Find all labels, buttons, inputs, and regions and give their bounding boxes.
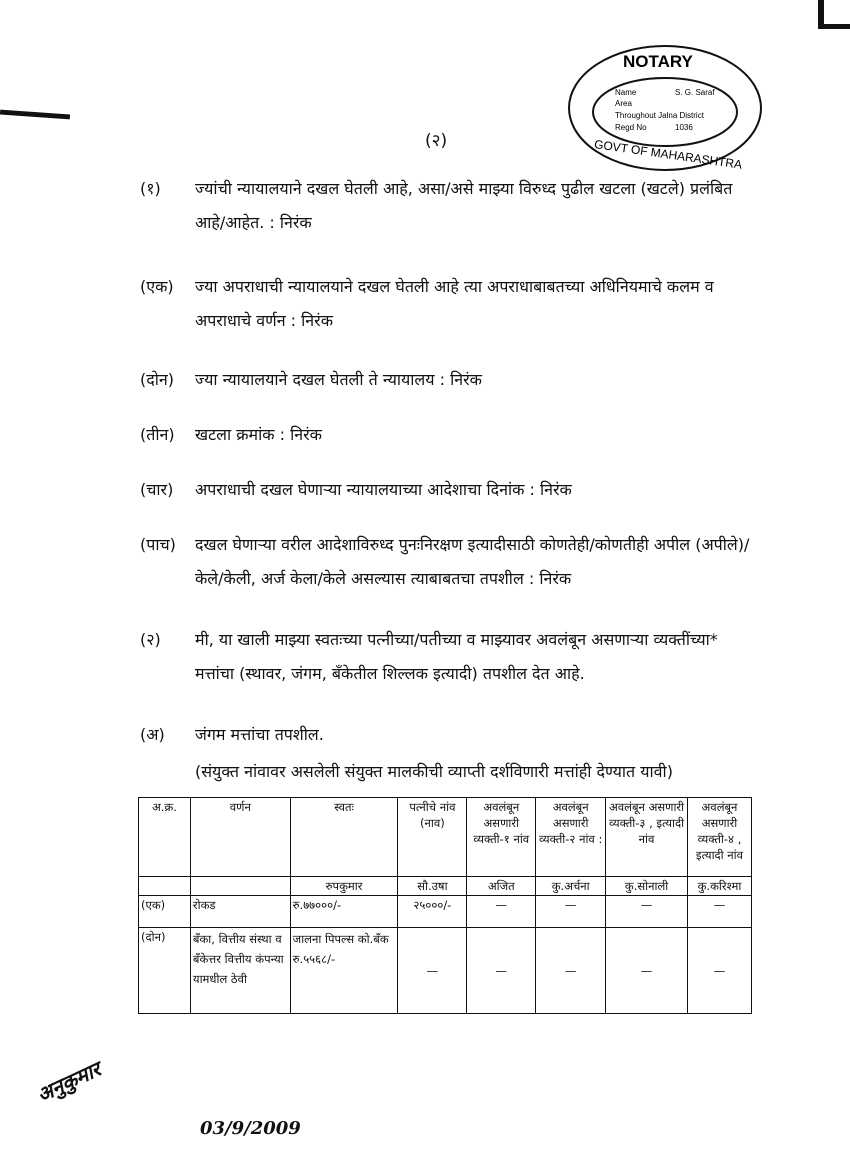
cell: रु.७७०००/- [290,896,398,928]
item-text: जंगम मत्तांचा तपशील. [195,725,324,744]
header-cell: पत्नीचे नांव (नाव) [398,798,467,877]
header-cell: स्वतः [290,798,398,877]
stamp-title: NOTARY [623,52,693,71]
name-cell [190,877,290,896]
cell: — [536,896,606,928]
item-text: मी, या खाली माझ्या स्वतःच्या पत्नीच्या/पतीच्या व माझ्यावर अवलंबून असणाऱ्या व्यक्तींच्या* मत्तांचा (स्थावर, जंगम, बँकेतील शिल्लक इत्यादी) तपशील देत आहे. [195,630,718,683]
scan-mark [818,24,850,29]
table-row [139,896,752,928]
stamp-regd-label: Regd No [615,123,647,132]
cell: बँका, वित्तीय संस्था व बँकेत्तर वित्तीय कंपन्या यामधील ठेवी [190,928,290,1014]
name-cell: अजित [467,877,536,896]
header-cell: अवलंबून असणारी व्यक्ती-४ , इत्यादी नांव [687,798,751,877]
cell: (दोन) [139,928,191,1014]
cell: जालना पिपल्स को.बँक रु.५५६८/- [290,928,398,1014]
notary-stamp [565,40,765,180]
cell: — [467,928,536,1014]
header-cell: अवलंबून असणारी व्यक्ती-२ नांव : [536,798,606,877]
table-header-row [139,798,752,877]
page-number: (२) [425,131,448,151]
cell: — [687,928,751,1014]
signature-left: अनुकुमार [33,1056,105,1107]
stamp-name-label: Name [615,88,637,97]
item-label: (चार) [140,480,174,499]
header-cell: अवलंबून असणारी व्यक्ती-१ नांव [467,798,536,877]
item-label: (दोन) [140,370,175,389]
table-row [139,928,752,1014]
item-label: (एक) [140,277,174,296]
stamp-name: S. G. Saraf [675,88,715,97]
item-label: (अ) [140,725,165,744]
subnote: (संयुक्त नांवावर असलेली संयुक्त मालकीची व्याप्ती दर्शविणारी मत्तांही देण्यात यावी) [195,762,673,781]
cell: — [536,928,606,1014]
item-label: (१) [140,179,161,198]
item-text: ज्या अपराधाची न्यायालयाने दखल घेतली आहे त्या अपराधाबाबतच्या अधिनियमाचे कलम व अपराधाचे वर्णन : निरंक [195,277,714,330]
item-label: (पाच) [140,535,176,554]
name-cell: कु.करिश्मा [687,877,751,896]
name-cell: रुपकुमार [290,877,398,896]
item-1 [140,172,760,240]
item-label: (२) [140,630,161,649]
stamp-regd: 1036 [675,123,693,132]
item-don [140,363,760,397]
cell: — [606,928,688,1014]
item-text: ज्यांची न्यायालयाने दखल घेतली आहे, असा/असे माझ्या विरुध्द पुढील खटला (खटले) प्रलंबित आहे/आहेत. : निरंक [195,179,733,232]
signature-bottom: 03/9/2009 [200,1118,301,1139]
header-cell: वर्णन [190,798,290,877]
item-2 [140,623,760,691]
item-text: अपराधाची दखल घेणाऱ्या न्यायालयाच्या आदेशाचा दिनांक : निरंक [195,480,572,499]
movable-assets-table [138,797,752,1014]
name-cell: कु.अर्चना [536,877,606,896]
name-cell: सौ.उषा [398,877,467,896]
header-cell: अवलंबून असणारी व्यक्ती-३ , इत्यादी नांव [606,798,688,877]
stamp-area: Throughout Jalna District [615,111,704,120]
item-char [140,473,760,507]
cell: (एक) [139,896,191,928]
cell: — [687,896,751,928]
cell: रोकड [190,896,290,928]
item-label: (तीन) [140,425,175,444]
stamp-govt: GOVT OF MAHARASHTRA [593,137,743,172]
item-a [140,718,760,752]
item-text: खटला क्रमांक : निरंक [195,425,322,444]
header-cell: अ.क्र. [139,798,191,877]
item-text: ज्या न्यायालयाने दखल घेतली ते न्यायालय : निरंक [195,370,482,389]
cell: — [398,928,467,1014]
item-pach [140,528,760,596]
cell: — [606,896,688,928]
name-cell: कु.सोनाली [606,877,688,896]
table-names-row [139,877,752,896]
item-ek [140,270,760,338]
cell: — [467,896,536,928]
stamp-area-label: Area [615,99,632,108]
cell: २५०००/- [398,896,467,928]
item-teen [140,418,760,452]
scan-mark [0,110,70,120]
item-text: दखल घेणाऱ्या वरील आदेशाविरुध्द पुनःनिरक्षण इत्यादीसाठी कोणतेही/कोणतीही अपील (अपीले)/ केले/केली, अर्ज केला/केले असल्यास त्याबाबतचा तपशील : निरंक [195,535,750,588]
name-cell [139,877,191,896]
